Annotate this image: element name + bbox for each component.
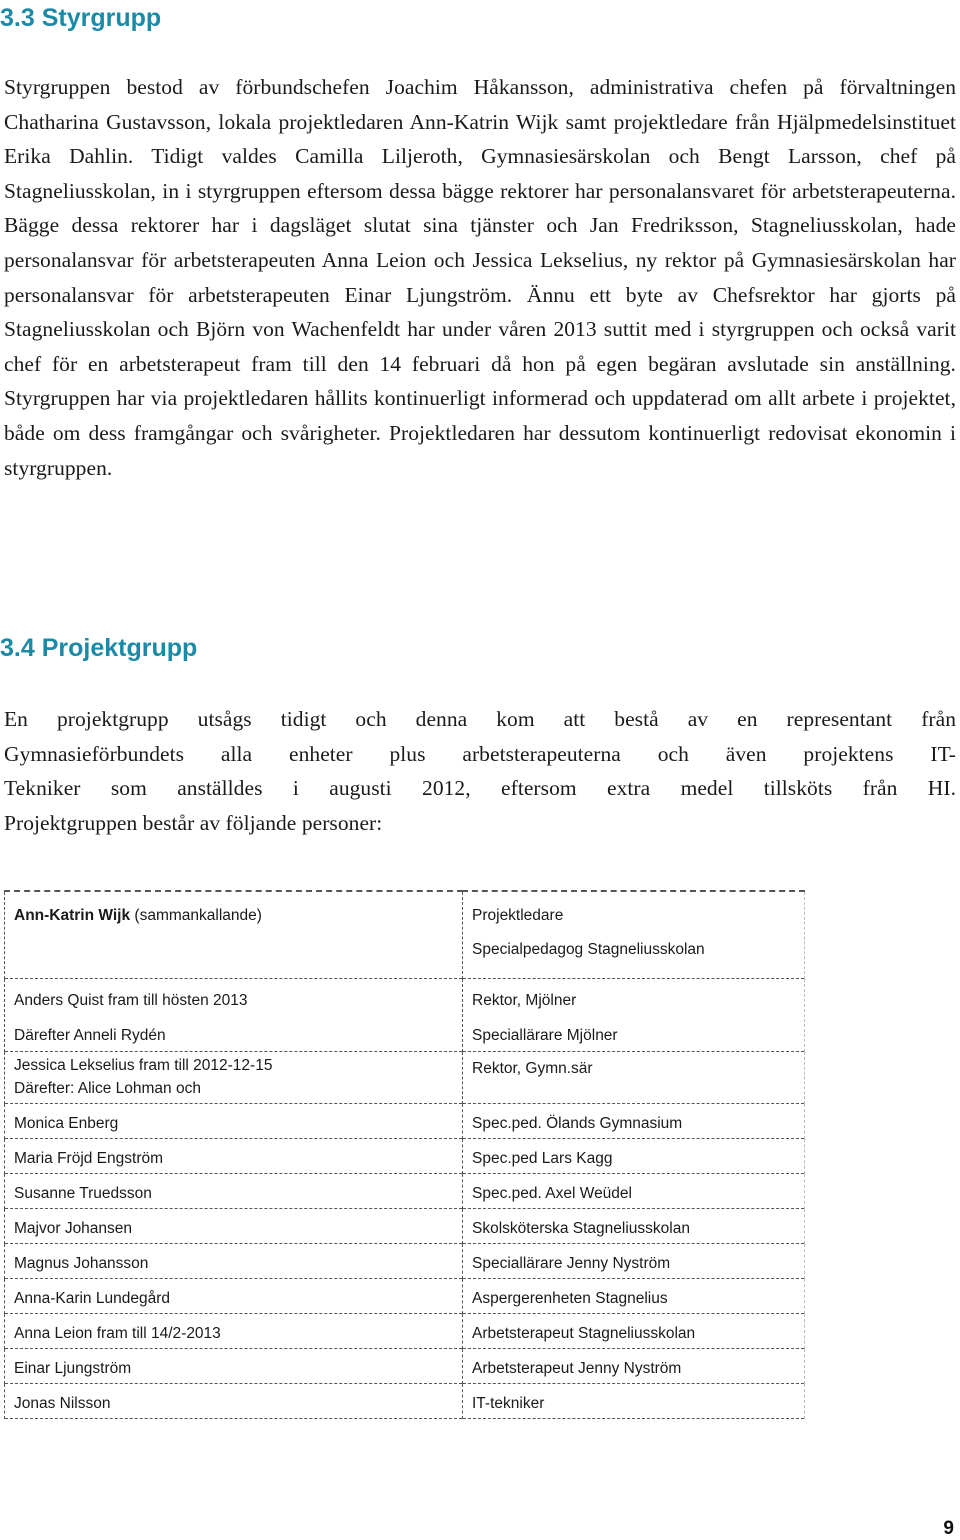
table-row (5, 1104, 805, 1139)
member-role: Spec.ped. Ölands Gymnasium (463, 1104, 805, 1139)
member-name: Einar Ljungström (5, 1349, 463, 1384)
table-row (5, 1244, 805, 1279)
paragraph-line: Tekniker som anställdes i augusti 2012, eftersom extra medel tillsköts från HI. (4, 776, 956, 801)
member-name: Monica Enberg (5, 1104, 463, 1139)
table-row (5, 1209, 805, 1244)
styrgrupp-paragraph: Styrgruppen bestod av förbundschefen Joachim Håkansson, administrativa chefen på förvaltningen Chatharina Gustavsson, lokala projektledaren Ann-Katrin Wijk samt projektledare från Hjälpmedelsinstituet Erika Dahlin. Tidigt valdes Camilla Liljeroth, Gymnasiesärskolan och Bengt Larsson, chef på Stagneliusskolan, in i styrgruppen eftersom dessa bägge rektorer har personalansvaret för arbetsterapeuterna. Bägge dessa rektorer har i dagsläget slutat sina tjänster och Jan Fredriksson, Stagneliusskolan, hade personalansvar för arbetsterapeuten Anna Leion och Jessica Lekselius, ny rektor på Gymnasiesärskolan har personalansvar för arbetsterapeuten Einar Ljungström. Ännu ett byte av Chefsrektor har gjorts på Stagneliusskolan och Björn von Wachenfeldt har under våren 2013 suttit med i styrgruppen och också varit chef för en arbetsterapeut fram till den 14 februari då hon på egen begäran avslutade sin anställning. Styrgruppen har via projektledaren hållits kontinuerligt informerad och uppdaterad om allt arbete i projektet, både om dess framgångar och svårigheter. Projektledaren har dessutom kontinuerligt redovisat ekonomin i styrgruppen. (4, 75, 956, 480)
section-heading-projektgrupp: 3.4 Projektgrupp (0, 634, 198, 662)
member-role-cell (463, 979, 805, 1052)
member-role: Rektor, Gymn.sär (472, 1060, 593, 1077)
member-role: Arbetsterapeut Stagneliusskolan (463, 1314, 805, 1349)
table-row (5, 1139, 805, 1174)
member-name: Susanne Truedsson (5, 1174, 463, 1209)
member-name: Magnus Johansson (5, 1244, 463, 1279)
member-name: Jessica Lekselius fram till 2012-12-15 (14, 1057, 273, 1074)
table-row (5, 891, 805, 979)
member-name: Anna Leion fram till 14/2-2013 (5, 1314, 463, 1349)
member-role: Spec.ped. Axel Weüdel (463, 1174, 805, 1209)
member-role: Projektledare (472, 907, 564, 924)
member-role-cell (463, 891, 805, 979)
member-role: Rektor, Mjölner (472, 992, 577, 1009)
member-name: Majvor Johansen (5, 1209, 463, 1244)
page-number: 9 (943, 1518, 954, 1539)
paragraph-line: En projektgrupp utsågs tidigt och denna kom att bestå av en representant från (4, 707, 956, 731)
member-role: Aspergerenheten Stagnelius (463, 1279, 805, 1314)
member-name: Därefter: Alice Lohman och (14, 1080, 201, 1097)
member-role: Spec.ped Lars Kagg (463, 1139, 805, 1174)
member-role: Skolsköterska Stagneliusskolan (463, 1209, 805, 1244)
member-note: (sammankallande) (130, 907, 262, 924)
table-row (5, 1279, 805, 1314)
member-name-cell (5, 979, 463, 1052)
member-name: Ann-Katrin Wijk (14, 907, 131, 924)
member-name-cell (5, 1052, 463, 1104)
projektgrupp-paragraph (4, 702, 956, 840)
project-group-table (4, 890, 805, 1419)
member-role: IT-tekniker (463, 1384, 805, 1419)
member-role: Speciallärare Mjölner (472, 1027, 618, 1044)
section-heading-styrgrupp: 3.3 Styrgrupp (0, 4, 162, 32)
member-name: Anna-Karin Lundegård (5, 1279, 463, 1314)
member-role: Arbetsterapeut Jenny Nyström (463, 1349, 805, 1384)
member-role: Speciallärare Jenny Nyström (463, 1244, 805, 1279)
member-name: Därefter Anneli Rydén (14, 1027, 166, 1044)
member-name-cell (5, 891, 463, 979)
table-row (5, 1052, 805, 1104)
table-row (5, 1174, 805, 1209)
member-name: Anders Quist fram till hösten 2013 (14, 992, 248, 1009)
paragraph-line: Projektgruppen består av följande personer: (4, 810, 383, 835)
table-row (5, 1384, 805, 1419)
member-role-cell (463, 1052, 805, 1104)
table-row (5, 979, 805, 1052)
member-name: Maria Fröjd Engström (5, 1139, 463, 1174)
table-row (5, 1314, 805, 1349)
table-row (5, 1349, 805, 1384)
paragraph-line: Gymnasieförbundets alla enheter plus arbetsterapeuterna och även projektens IT- (4, 741, 956, 766)
member-role: Specialpedagog Stagneliusskolan (472, 941, 705, 958)
member-name: Jonas Nilsson (5, 1384, 463, 1419)
